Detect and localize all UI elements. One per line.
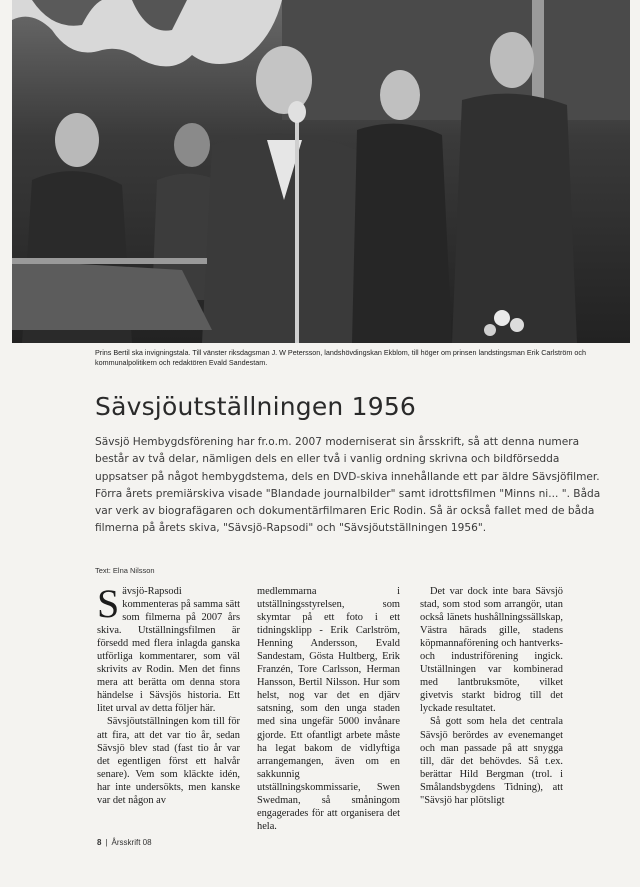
article-photo xyxy=(12,0,630,343)
paragraph: Det var dock inte bara Sävsjö stad, som stod som arrangör, utan också länets hushållningssällskap, Västra härads gille, stadens köpmannaförening och hantverks- och industriförening ingick. Utställningen var kombinerad med lantbruksmöte, vilket givetvis starkt bidrog till det lyckade resultatet. xyxy=(420,586,563,715)
publication-name: Årsskrift 08 xyxy=(111,838,152,847)
text-column-3 xyxy=(420,585,563,807)
footer-separator: | xyxy=(105,838,108,847)
photo-caption: Prins Bertil ska invigningstala. Till vänster riksdagsman J. W Petersson, landshövdingskan Ekblom, till höger om prinsen landstingsman Erik Carlström och kommunalpolitikern och redaktören Evald Sandestam. xyxy=(95,348,586,367)
article-lead: Sävsjö Hembygdsförening har fr.o.m. 2007 moderniserat sin årsskrift, så att denna numera består av två delar, nämligen dels en eller två i vanlig ordning skrivna och bildförsedda uppsatser på något hembygdstema, dels en DVD-skiva innehållande ett par äldre Sävsjöfilmer. Förra årets premiärskiva visade "Blandade journalbilder" samt idrottsfilmen "Minns ni... ". Båda var verk av biografägaren och dokumentärfilmaren Eric Rodin. Så är också fallet med de båda filmerna på årets skiva, "Sävsjö-Rapsodi" och "Sävsjöutställningen 1956". xyxy=(95,436,601,535)
article-title: Sävsjöutställningen 1956 xyxy=(95,392,417,421)
photograph-icon xyxy=(12,0,630,343)
paragraph: medlemmarna i utställningsstyrelsen, som skymtar på ett foto i ett tidningsklipp - Erik Carlström, Henning Andersson, Evald Sandestam, Gösta Hultberg, Erik Franzén, Tore Carlsson, Herman Hansson, Bertil Nilsson. Hur som helst, nog var det en djärv satsning, som den unga staden med sina ungefär 5000 invånare gjorde. Ett ofantligt arbete måste ha legat bakom de vidlyftiga arrangemangen, även om en sakkunnig utställningskommissarie, Swen Swedman, så småningom engagerades för att organisera det hela. xyxy=(257,586,400,832)
page-number: 8 xyxy=(97,838,102,847)
paragraph: ävsjö-Rapsodi kommenteras på samma sätt som filmerna på 2007 års skiva. Utställningsfilmen är försedd med flera inlagda ganska utförliga kommentarer, som väl skrivits av Rodin. Men det finns mera att berätta om denna stora händelse i Sävsjös historia. Ett litet urval av detta följer här. xyxy=(97,586,240,715)
byline: Text: Elna Nilsson xyxy=(95,566,155,575)
dropcap: S xyxy=(97,581,120,626)
text-column-1 xyxy=(97,581,240,807)
paragraph: Sävsjöutställningen kom till för att fira, att det var tio år, sedan Sävsjö blev stad (fast tio år var det egentligen först ett halvår senare). Vem som kläckte idén, har inte undersökts, men kanske var det någon av xyxy=(97,716,240,806)
page-footer xyxy=(97,838,152,847)
text-column-2 xyxy=(257,585,400,833)
paragraph: Så gott som hela det centrala Sävsjö berördes av evenemanget och man passade på att snygga till, där det behövdes. Så t.ex. berättar Hild Bergman (trol. i Smålandsbygdens Tidning), att "Sävsjö har plötsligt xyxy=(420,716,563,806)
